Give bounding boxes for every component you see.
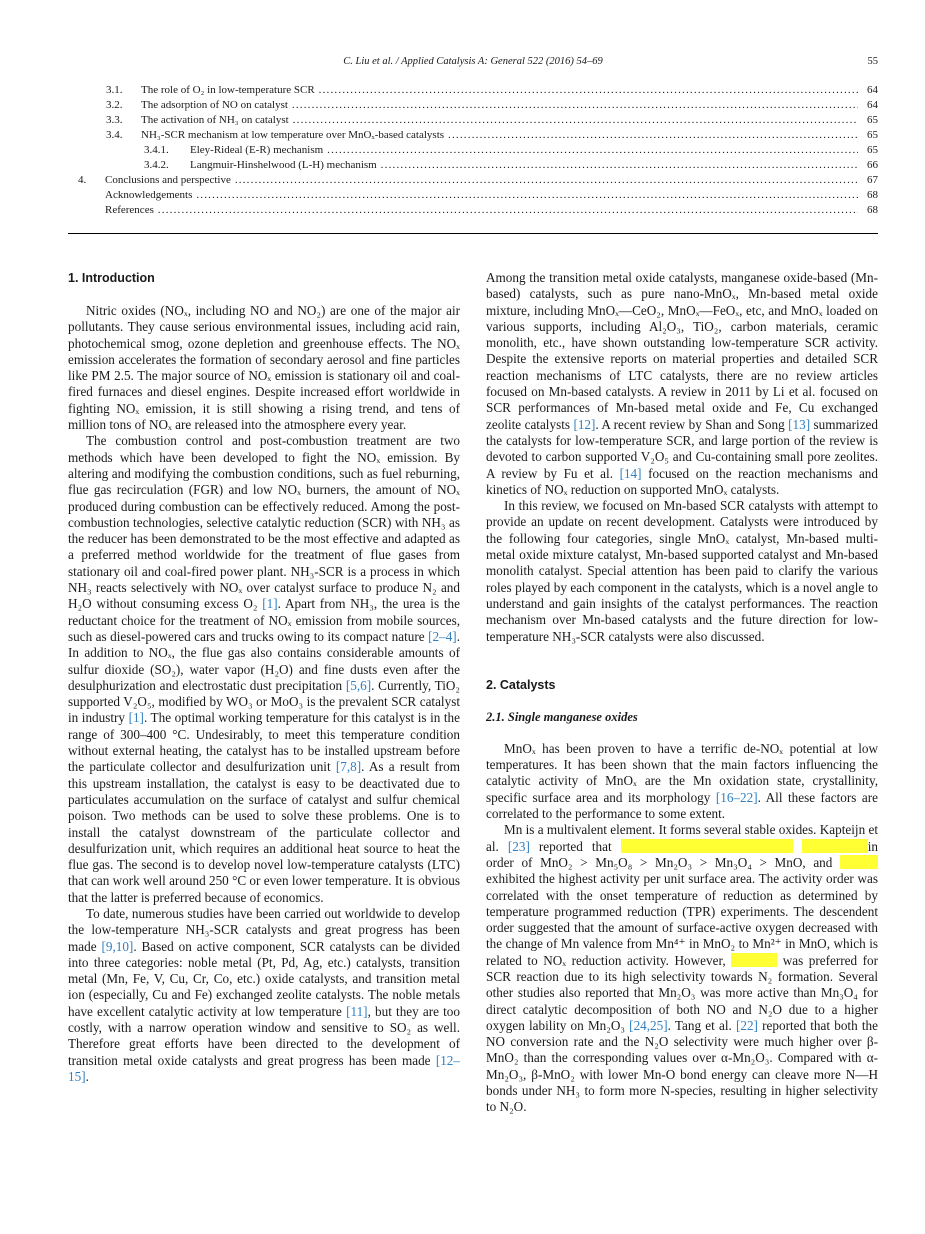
paragraph: The combustion control and post-combustion treatment are two methods which have been developed to fight the NOₓ emission. By altering and modifying the combustion conditions, such as fuel reburning, flue gas recirculation (FGR) and low NOₓ burners, the amount of NOₓ produced during combustion can be effectively reduced. Among the post-combustion technologies, selective catalytic reduction (SCR) with NH₃ as the reducer has been demonstrated to be the most effective and adapted as a preferred method worldwide for the treatment of flue gases from stationary oil and coal-fired power plant. NH₃-SCR is a process in which NH₃ reacts selectively with NOₓ over catalyst surface to produce N₂ and H₂O without consuming excess O₂ [1]. Apart from NH₃, the urea is the reductant choice for the treatment of NOₓ emission from mobile sources, such as diesel-powered cars and trucks owing to its compact nature [2–4]. In addition to NOₓ, the flue gas also contains considerable amounts of sulfur dioxide (SO₂), water vapor (H₂O) and fine dusts even after the desulphurization and electrostatic dust precipitation [5,6]. Currently, TiO₂ supported V₂O₅, modified by WO₃ or MoO₃ is the prevalent SCR catalyst in industry [1]. The optimal working temperature for this catalyst is in the range of 300–400 °C. Undesirably, to meet this temperature condition without external heating, the catalyst has to be installed upstream before the particulate collector and desulfurization unit [7,8]. As a result from this upstream installation, the catalyst is easy to be deactivated due to particulates accumulation on the surface of catalyst and sulfur chemical poison. Two methods can be used to solve these problems. One is to install the catalyst downstream of the particulate collector and desulfurization unit, which requires an additional heat source to heat the flue gas. The second is to develop novel low-temperature catalysts (LTC) that can work well around 250 °C or even lower temperature. It is obvious that the latter is preferred because of economics. xyxy=(68,433,460,905)
right-column xyxy=(486,270,878,1116)
section-divider xyxy=(68,233,878,234)
citation-link[interactable]: [11] xyxy=(346,1003,368,1019)
left-column xyxy=(68,270,460,1085)
citation-link[interactable]: [1] xyxy=(262,596,278,612)
highlight-mark xyxy=(621,839,793,853)
citation-link[interactable]: [2–4] xyxy=(428,628,457,644)
introduction-heading: 1. Introduction xyxy=(68,271,155,285)
toc-entry[interactable]: 3.4.2. Langmuir-Hinshelwood (L-H) mechanism ..... 66 xyxy=(68,158,878,173)
citation-link[interactable]: [12] xyxy=(573,416,596,432)
catalysts-heading: 2. Catalysts xyxy=(486,677,556,692)
highlight-mark xyxy=(802,839,868,853)
paragraph: To date, numerous studies have been carried out worldwide to develop the low-temperature NH₃-SCR catalysts and great progress has been made [9,10]. Based on active component, SCR catalysts can be divided into three categories: noble metal (Pt, Pd, Ag, etc.) catalysts, transition metal (Mn, Fe, V, Cu, Cr, Co, etc.) oxide catalysts, and transition metal ion (especially, Cu and Fe) exchanged zeolite catalysts. The noble metals have excellent catalytic activity at low temperature [11], but they are too costly, with a narrow operation window and sensitive to SO₂ as well. Therefore great efforts have been directed to the development of transition metal oxide catalysts and great progress has been made [12–15]. xyxy=(68,905,460,1084)
citation-link[interactable]: [12–15] xyxy=(68,1052,460,1084)
toc-entry[interactable]: 3.4.1. Eley-Rideal (E-R) mechanism ..... 65 xyxy=(68,143,878,158)
toc-entry[interactable]: 3.2. The adsorption of NO on catalyst ..... 64 xyxy=(68,98,878,113)
paragraph: Nitric oxides (NOₓ, including NO and NO₂) are one of the major air pollutants. They cause serious environmental issues, including acid rain, photochemical smog, ozone depletion and greenhouse effects. The NOₓ emission accelerates the formation of secondary aerosol and fine particles like PM 2.5. The major source of NOₓ emission is stationary oil and coal-fired furnaces and diesel engines. Despite increased effort worldwide in fighting NOₓ emission, it is still showing a rising trend, and tens of million tons of NOₓ are released into the atmosphere every year. xyxy=(68,303,460,433)
citation-link[interactable]: [13] xyxy=(788,416,811,432)
citation-link[interactable]: [16–22] xyxy=(715,789,758,805)
highlight-mark xyxy=(731,953,777,967)
highlight-mark xyxy=(840,855,878,869)
toc-entry[interactable]: 4. Conclusions and perspective ..... 67 xyxy=(68,173,878,188)
toc-entry[interactable]: 3.3. The activation of NH₃ on catalyst ..... 65 xyxy=(68,113,878,128)
toc-entry[interactable]: 3.1. The role of O₂ in low-temperature SCR ..... 64 xyxy=(68,83,878,98)
citation-link[interactable]: [9,10] xyxy=(101,938,134,954)
toc-entry[interactable]: 3.4. NH₃-SCR mechanism at low temperature over MnOₓ-based catalysts ..... 65 xyxy=(68,128,878,143)
citation-link[interactable]: [23] xyxy=(507,838,530,854)
toc-entry[interactable]: References ..... 68 xyxy=(68,203,878,218)
citation-link[interactable]: [1] xyxy=(128,710,144,726)
citation-link[interactable]: [14] xyxy=(619,465,642,481)
citation-link[interactable]: [7,8] xyxy=(335,759,362,775)
single-manganese-oxides-heading: 2.1. Single manganese oxides xyxy=(486,709,638,724)
paragraph: MnOₓ has been proven to have a terrific de-NOₓ potential at low temperatures. It has been shown that the main factors influencing the catalytic activity of MnOₓ are the Mn oxidation state, crystallinity, specific surface area and its morphology [16–22]. All these factors are correlated to the performance to some extent. xyxy=(486,740,878,822)
toc-entry[interactable]: Acknowledgements ..... 68 xyxy=(68,188,878,203)
table-of-contents xyxy=(68,83,878,218)
journal-citation: C. Liu et al. / Applied Catalysis A: General 522 (2016) 54–69 xyxy=(343,56,603,67)
citation-link[interactable]: [24,25] xyxy=(629,1017,668,1033)
paragraph: Mn is a multivalent element. It forms several stable oxides. Kapteijn et al. [23] reported that in order of MnO₂ > Mn₅O₈ > Mn₂O₃ > Mn₃O₄ > MnO, and exhibited the highest activity per unit surface area. The activity order was correlated with the onset temperature of reduction as determined by temperature programmed reduction (TPR) experiments. The descendent order suggested that the amount of surface-active oxygen decreased with the change of Mn valence from Mn⁴⁺ in MnO₂ to Mn²⁺ in MnO, which is related to NOₓ reduction activity. However, was preferred for SCR reaction due to its high selectivity towards N₂ formation. Several other studies also reported that Mn₂O₃ was more active than Mn₃O₄ for direct catalytic decomposition of both NO and N₂O due to a higher oxygen lability on Mn₂O₃ [24,25]. Tang et al. [22] reported that both the NO conversion rate and the N₂O selectivity were much higher over β-MnO₂ than the corresponding values over α-Mn₂O₃. Compared with α-Mn₂O₃, β-MnO₂ with lower Mn-O bond energy can cleave more N—H bonds under NH₃ to form more N-species, resulting in higher selectivity to N₂O. xyxy=(486,822,878,1115)
paragraph: Among the transition metal oxide catalysts, manganese oxide-based (Mn-based) catalysts, such as pure nano-MnOₓ, Mn-based metal oxide mixture, including MnOₓ—CeO₂, MnOₓ—FeOₓ, etc, and MnOₓ loaded on various supports, including Al₂O₃, TiO₂, carbon materials, ceramic monolith, etc., have shown outstanding low-temperature SCR activity. Despite the extensive reports on material properties and detailed SCR reaction mechanisms of LTC catalysts, there are no review articles focused on Mn-based catalysts. A review in 2011 by Li et al. focused on SCR performances of Mn-based metal oxide and Fe, Cu exchanged zeolite catalysts [12]. A recent review by Shan and Song [13] summarized the catalysts for low-temperature SCR, and large portion of the review is devoted to carbon supported V₂O₅ and Cu-containing small pore zeolites. A review by Fu et al. [14] focused on the reaction mechanisms and kinetics of NOₓ reduction on supported MnOₓ catalysts. xyxy=(486,270,878,497)
running-header xyxy=(68,56,878,72)
citation-link[interactable]: [5,6] xyxy=(345,677,372,693)
citation-link[interactable]: [22] xyxy=(735,1017,758,1033)
paragraph: In this review, we focused on Mn-based SCR catalysts with attempt to provide an update on recent development. Catalysts were introduced by the following four categories, single MnOₓ catalyst, Mn-based multi-metal oxide mixture catalyst, Mn-based supported catalyst and Mn-based monolith catalyst. Special attention has been paid to clarify the various roles played by each component in the catalysts, which is a novel angle to understand and gain insights of the catalyst performances. The reaction mechanism over Mn-based catalysts and the future direction for low-temperature NH₃-SCR catalysts were also discussed. xyxy=(486,498,878,644)
page-number: 55 xyxy=(867,56,878,67)
